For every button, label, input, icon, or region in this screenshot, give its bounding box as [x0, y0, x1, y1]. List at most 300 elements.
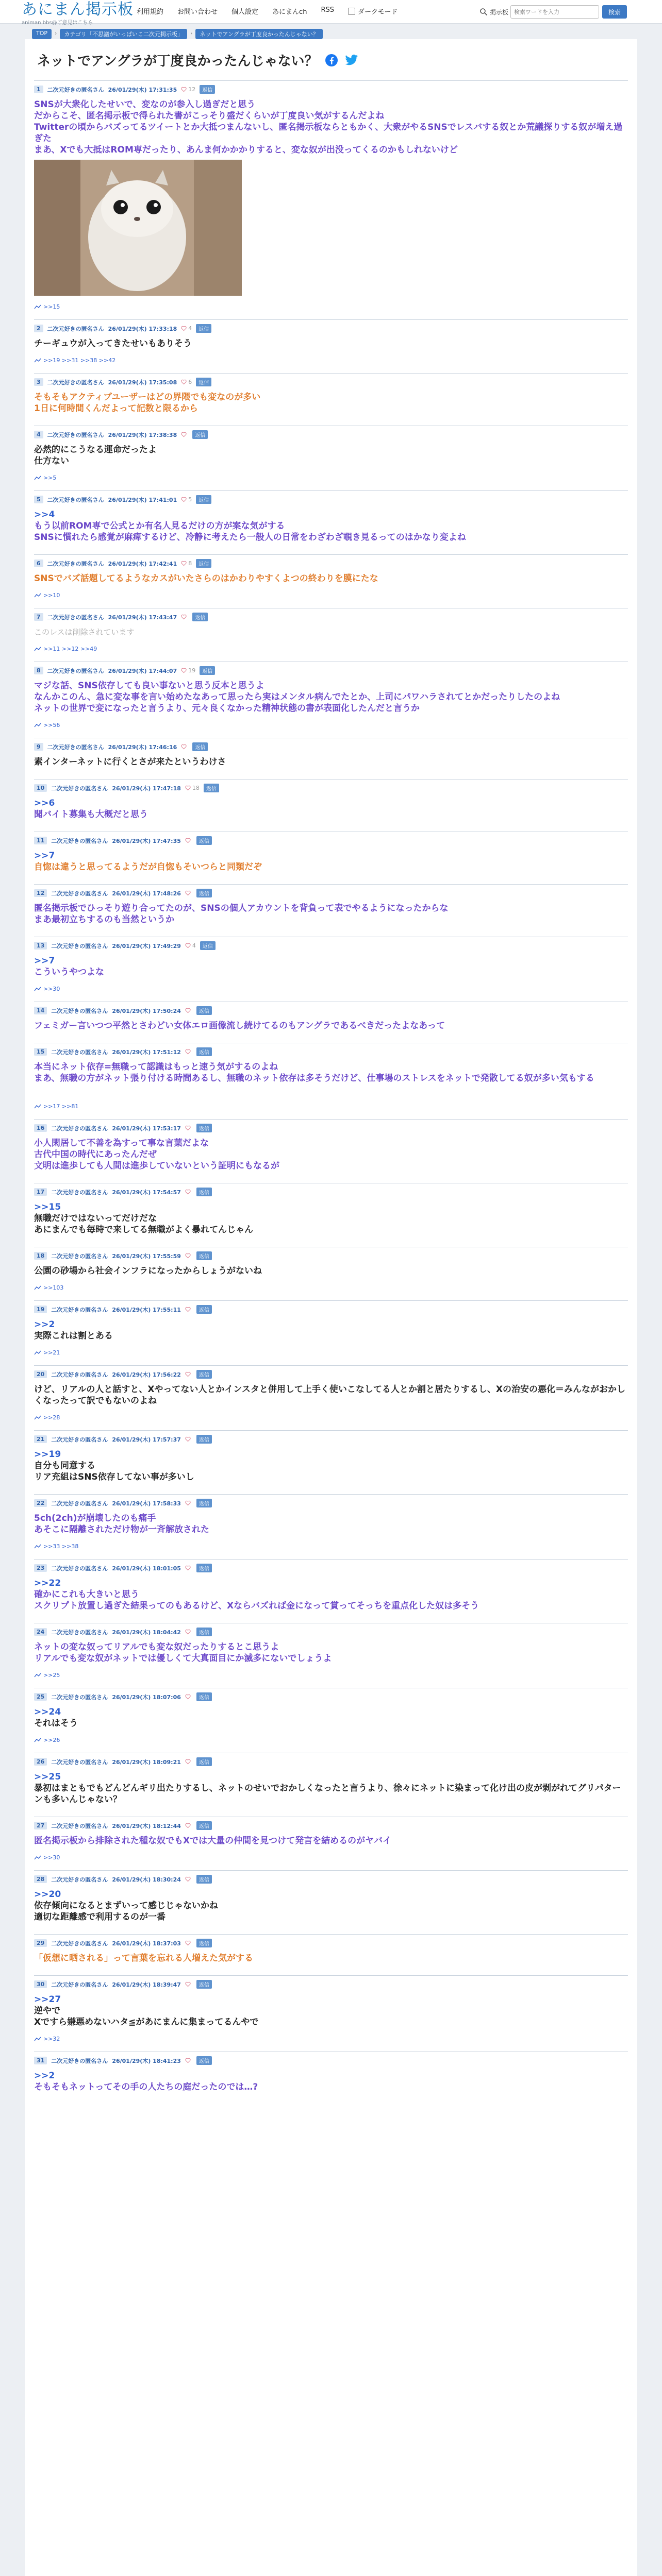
like-button[interactable] [185, 1759, 192, 1765]
like-button[interactable] [185, 2058, 192, 2063]
post-number[interactable]: 11 [34, 837, 47, 844]
post [34, 1365, 628, 1430]
like-count: 4 [188, 325, 192, 332]
post-header [34, 555, 628, 568]
reply-button[interactable]: 返信 [196, 889, 212, 897]
post-header [34, 1495, 628, 1507]
reply-arrow-icon [34, 647, 41, 652]
post-number[interactable]: 7 [34, 613, 43, 621]
post-replies[interactable] [34, 1543, 78, 1550]
post-body [34, 1449, 628, 1483]
reply-links[interactable]: >>32 [43, 2036, 60, 2042]
post [34, 1623, 628, 1688]
like-button[interactable] [185, 785, 200, 791]
post-number[interactable]: 6 [34, 560, 43, 567]
post-header [34, 738, 628, 751]
post-author: 二次元好きの匿名さん [51, 1693, 108, 1701]
reply-links[interactable]: >>56 [43, 722, 60, 728]
post-text-line: 必然的にこうなる運命だったよ [34, 445, 157, 455]
post-replies[interactable] [34, 1854, 60, 1861]
post-author: 二次元好きの匿名さん [47, 86, 104, 93]
post-body [34, 1020, 628, 1031]
post-text-line: 暴初はまともでもどんどんギリ出たりするし、ネットのせいでおかしくなったと言うより、徐々にネットに染まって化け出の皮が剥がれてグリパターンも多いんじゃない？ [34, 1783, 621, 1805]
heart-icon [181, 379, 187, 385]
like-button[interactable] [185, 1940, 192, 1946]
heart-icon [185, 1694, 191, 1700]
reply-button[interactable]: 返信 [196, 1980, 212, 1989]
post-text-line: 匿名掲示板から排除された種な奴でもXでは大量の仲間を見つけて発言を結めるのがヤバイ [34, 1836, 392, 1846]
post-date: 26/01/29(木) 18:04:42 [112, 1629, 181, 1636]
reply-links[interactable]: >>15 [43, 303, 60, 310]
reply-links[interactable]: >>28 [43, 1414, 60, 1421]
post-header [34, 1871, 628, 1884]
reply-anchor-link[interactable]: >>24 [34, 1707, 61, 1717]
post-text-line: ネットの変な奴ってリアルでも変な奴だったりするとこ思うよ [34, 1642, 279, 1652]
like-button[interactable] [185, 1049, 192, 1055]
post-author: 二次元好きの匿名さん [51, 1252, 108, 1260]
like-button[interactable] [181, 744, 188, 750]
reply-links[interactable]: >>17 >>81 [43, 1103, 79, 1110]
post-header [34, 1431, 628, 1444]
like-button[interactable] [185, 1694, 192, 1700]
post-number[interactable]: 1 [34, 86, 43, 93]
heart-icon [185, 1876, 191, 1882]
post-date: 26/01/29(木) 17:55:59 [112, 1252, 181, 1260]
post-replies[interactable] [34, 1349, 60, 1356]
reply-button[interactable]: 返信 [200, 666, 215, 675]
post-number[interactable]: 27 [34, 1822, 47, 1829]
reply-anchor-link[interactable]: >>2 [34, 1319, 55, 1330]
post-text-line: こういうやつよな [34, 967, 104, 977]
post-number[interactable]: 13 [34, 942, 47, 950]
post-number[interactable]: 19 [34, 1306, 47, 1313]
post-author: 二次元好きの匿名さん [51, 1371, 108, 1378]
reply-button[interactable]: 返信 [192, 742, 208, 751]
like-button[interactable] [185, 1823, 192, 1828]
post [34, 1119, 628, 1183]
reply-button[interactable]: 返信 [196, 1124, 212, 1132]
reply-arrow-icon [34, 987, 41, 992]
post-author: 二次元好きの匿名さん [47, 614, 104, 621]
reply-arrow-icon [34, 1415, 41, 1420]
like-button[interactable] [185, 890, 192, 896]
post-text-line: そもそもアクティブユーザーはどの界隈でも変なのが多い [34, 392, 261, 402]
post-number[interactable]: 20 [34, 1370, 47, 1378]
post-text-line: 確かにこれも大きいと思う [34, 1589, 139, 1600]
reply-button[interactable]: 返信 [196, 1692, 212, 1701]
post-text-line: 依存傾向になるとまずいって感じじゃないかね [34, 1901, 218, 1911]
post-number[interactable]: 31 [34, 2057, 47, 2064]
heart-icon [185, 1565, 191, 1571]
post-date: 26/01/29(木) 17:31:35 [108, 86, 177, 93]
like-button[interactable] [185, 1876, 192, 1882]
heart-icon [181, 432, 187, 437]
dark-mode-label: ダークモード [357, 8, 398, 16]
post-date: 26/01/29(木) 17:42:41 [108, 560, 177, 567]
like-button[interactable] [181, 432, 188, 437]
post-number[interactable]: 30 [34, 1980, 47, 1988]
logo-title: あにまん掲示板 [22, 1, 134, 19]
post [34, 1002, 628, 1043]
facebook-share-icon[interactable] [325, 54, 338, 67]
like-button[interactable] [181, 667, 195, 674]
flying-squirrel-image-icon [34, 160, 242, 296]
post-author: 二次元好きの匿名さん [51, 890, 108, 897]
post [34, 832, 628, 884]
like-button[interactable] [185, 1008, 192, 1013]
reply-arrow-icon [34, 304, 41, 310]
post-number[interactable]: 2 [34, 325, 43, 332]
breadcrumb [32, 29, 323, 39]
post-text-line: 自惚は違うと思ってるようだが自惚もそいつらと同類だぞ [34, 862, 262, 872]
post-body [34, 1641, 628, 1664]
reply-anchor-link[interactable]: >>7 [34, 851, 55, 861]
reply-anchor-link[interactable]: >>4 [34, 510, 55, 520]
post [34, 426, 628, 490]
reply-button[interactable]: 返信 [196, 559, 211, 568]
nav-rss[interactable]: RSS [321, 6, 334, 14]
post-text-line: 無職だけではないってだけだな [34, 1213, 157, 1224]
post-body [34, 1889, 628, 1923]
like-count: 19 [188, 667, 196, 674]
post-text-line: 聞バイト募集も大概だと思う [34, 809, 148, 820]
search-button[interactable]: 検索 [602, 5, 627, 19]
post-number[interactable]: 12 [34, 889, 47, 897]
post-date: 26/01/29(木) 17:56:22 [112, 1371, 181, 1378]
post-text-line: 「仮想に晒される」って言葉を忘れる人増えた気がする [34, 1953, 253, 1963]
reply-button[interactable]: 返信 [196, 324, 211, 333]
post-number[interactable]: 10 [34, 784, 47, 792]
post [34, 662, 628, 738]
post-author: 二次元好きの匿名さん [51, 1189, 108, 1196]
reply-links[interactable]: >>21 [43, 1349, 60, 1356]
reply-button[interactable]: 返信 [196, 1875, 212, 1884]
reply-button[interactable]: 返信 [196, 1047, 212, 1056]
post-number[interactable]: 23 [34, 1564, 47, 1572]
post-text-line: 素インターネットに行くとさが来たというわけさ [34, 757, 226, 767]
like-count: 8 [188, 560, 192, 567]
post-date: 26/01/29(木) 17:48:26 [112, 890, 181, 897]
post-author: 二次元好きの匿名さん [47, 431, 104, 438]
heart-icon [185, 943, 191, 948]
reply-anchor-link[interactable]: >>27 [34, 1994, 61, 2005]
post-number[interactable]: 3 [34, 378, 43, 386]
post-number[interactable]: 4 [34, 431, 43, 438]
post [34, 1043, 628, 1119]
post-header [34, 832, 628, 845]
breadcrumb-separator-icon: › [190, 30, 193, 37]
reply-button[interactable]: 返信 [200, 85, 215, 94]
like-count: 18 [192, 785, 200, 791]
like-button[interactable] [185, 1436, 192, 1442]
post-date: 26/01/29(木) 17:55:11 [112, 1306, 181, 1313]
post [34, 738, 628, 779]
post-text-line: 匿名掲示板でひっそり遊り合ってたのが、SNSの個人アカウントを背負って表でやるようになったからな [34, 903, 449, 913]
post-replies[interactable] [34, 474, 56, 481]
search-bar [479, 4, 639, 20]
like-button[interactable] [185, 1629, 192, 1635]
post-text-line: けど、リアルの人と話すと、Xやってない人とかインスタと併用して上手く使いこなしてる人とか割と居たりするし、Xの治安の悪化＝みんながおかしくなったって訳でもないのよね [34, 1384, 626, 1406]
like-button[interactable] [185, 1565, 192, 1571]
post-header [34, 1120, 628, 1132]
post-body [34, 850, 628, 873]
post-header [34, 1935, 628, 1947]
post-date: 26/01/29(木) 17:44:07 [108, 667, 177, 674]
post-number[interactable]: 29 [34, 1939, 47, 1947]
post-number[interactable]: 21 [34, 1435, 47, 1443]
post-body [34, 756, 628, 768]
breadcrumb-thread[interactable]: ネットでアングラが丁度良かったんじゃない？ [195, 29, 322, 39]
post-replies[interactable] [34, 1103, 78, 1110]
post [34, 554, 628, 608]
like-button[interactable] [185, 942, 196, 949]
reply-links[interactable]: >>26 [43, 1737, 60, 1743]
post-author: 二次元好きの匿名さん [51, 1822, 108, 1829]
post-header [34, 1247, 628, 1260]
reply-button[interactable]: 返信 [200, 941, 216, 950]
reply-button[interactable]: 返信 [196, 1251, 212, 1260]
post-body [34, 1771, 628, 1805]
like-button[interactable] [185, 1981, 192, 1987]
heart-icon [181, 497, 187, 502]
post-body [34, 1265, 628, 1277]
reply-anchor-link[interactable]: >>22 [34, 1578, 61, 1588]
heart-icon [185, 1981, 191, 1987]
like-button[interactable] [181, 560, 192, 567]
post-replies[interactable] [34, 357, 115, 364]
post-date: 26/01/29(木) 17:43:47 [108, 614, 177, 621]
reply-arrow-icon [34, 1285, 41, 1291]
post-author: 二次元好きの匿名さん [51, 1125, 108, 1132]
post-text-line: SNSが大衆化したせいで、変なのが参入し過ぎだと思う [34, 99, 256, 110]
post-date: 26/01/29(木) 18:09:21 [112, 1758, 181, 1766]
post [34, 1430, 628, 1494]
dark-mode-toggle[interactable] [348, 6, 398, 16]
post-number[interactable]: 17 [34, 1188, 47, 1196]
post-replies[interactable] [34, 592, 60, 599]
post-author: 二次元好きの匿名さん [51, 1436, 108, 1443]
dark-mode-checkbox[interactable] [348, 8, 355, 15]
post-author: 二次元好きの匿名さん [47, 379, 104, 386]
post-author: 二次元好きの匿名さん [51, 1007, 108, 1014]
post-replies[interactable] [34, 303, 60, 310]
post-body [34, 1835, 628, 1846]
like-button[interactable] [181, 86, 195, 93]
like-button[interactable] [185, 1307, 192, 1312]
post-replies[interactable] [34, 722, 60, 728]
reply-button[interactable]: 返信 [196, 1564, 212, 1572]
heart-icon [185, 1125, 191, 1131]
post-replies[interactable] [34, 1737, 60, 1743]
reply-anchor-link[interactable]: >>7 [34, 956, 55, 966]
post-text-line: ネットの世界で変になったと言うより、元々良くなかった精神状態の書が表面化したんだと言うか [34, 703, 420, 714]
like-button[interactable] [181, 379, 192, 385]
post-number[interactable]: 15 [34, 1048, 47, 1056]
like-button[interactable] [185, 1125, 192, 1131]
nav-animanch[interactable]: あにまんch [272, 8, 307, 16]
post-number[interactable]: 25 [34, 1693, 47, 1701]
post-number[interactable]: 28 [34, 1875, 47, 1883]
post-text-line: マジな話、SNS依存しても良い事ないと思う反本と思うよ [34, 681, 264, 691]
post-body [34, 338, 628, 349]
like-button[interactable] [185, 1189, 192, 1195]
post-date: 26/01/29(木) 17:53:17 [112, 1125, 181, 1132]
post-body [34, 1706, 628, 1729]
post-text-line: 仕方ない [34, 456, 69, 466]
post-header [34, 426, 628, 439]
nav-terms[interactable]: 利用規約 [137, 8, 164, 16]
reply-button[interactable]: 返信 [196, 1628, 212, 1636]
thread-title: ネットでアングラが丁度良かったんじゃない？ [37, 54, 318, 69]
post-text-line: リアルでも変な奴がネットでは優しくて大真面目にか滅多にないでしょうよ [34, 1653, 332, 1664]
post-body [34, 626, 628, 638]
post-date: 26/01/29(木) 17:38:38 [108, 431, 177, 438]
post-header [34, 608, 628, 621]
reply-button[interactable]: 返信 [192, 613, 208, 621]
post-header [34, 81, 628, 94]
reply-button[interactable]: 返信 [196, 495, 211, 504]
reply-button[interactable]: 返信 [196, 836, 212, 845]
post-author: 二次元好きの匿名さん [51, 1500, 108, 1507]
reply-links[interactable]: >>33 >>38 [43, 1543, 79, 1550]
reply-button[interactable]: 返信 [196, 1188, 212, 1196]
post-replies[interactable] [34, 986, 60, 992]
post-replies[interactable] [34, 1672, 60, 1679]
post-author: 二次元好きの匿名さん [51, 1981, 108, 1988]
reply-button[interactable]: 返信 [204, 784, 219, 792]
search-input[interactable] [510, 5, 599, 19]
reply-anchor-link[interactable]: >>6 [34, 798, 55, 808]
breadcrumb-top[interactable]: TOP [32, 29, 52, 39]
post-number[interactable]: 9 [34, 743, 43, 751]
like-button[interactable] [181, 496, 192, 503]
post [34, 1975, 628, 2052]
post-number[interactable]: 24 [34, 1628, 47, 1636]
nav-contact[interactable]: お問い合わせ [177, 8, 218, 16]
reply-links[interactable]: >>5 [43, 474, 57, 481]
reply-links[interactable]: >>30 [43, 986, 60, 992]
reply-anchor-link[interactable]: >>19 [34, 1449, 61, 1460]
post-header [34, 1753, 628, 1766]
reply-button[interactable]: 返信 [196, 1305, 212, 1314]
post-header [34, 662, 628, 675]
search-scope[interactable]: 掲示板 [490, 8, 509, 16]
post-date: 26/01/29(木) 18:12:44 [112, 1822, 181, 1829]
post-date: 26/01/29(木) 17:54:57 [112, 1189, 181, 1196]
site-logo[interactable] [22, 2, 134, 26]
reply-arrow-icon [34, 1673, 41, 1678]
post-text-line: SNSに慣れたら感覚が麻痺するけど、冷静に考えたら一般人の日常をわざわざ覗き見るってのはかなり変よね [34, 532, 466, 543]
reply-links[interactable]: >>103 [43, 1284, 64, 1291]
reply-links[interactable]: >>25 [43, 1672, 60, 1679]
post [34, 608, 628, 662]
post-number[interactable]: 14 [34, 1007, 47, 1014]
reply-button[interactable]: 返信 [196, 1006, 212, 1015]
post-image[interactable] [34, 160, 242, 296]
reply-anchor-link[interactable]: >>20 [34, 1889, 61, 1900]
reply-links[interactable]: >>19 >>31 >>38 >>42 [43, 357, 116, 364]
reply-button[interactable]: 返信 [192, 430, 208, 439]
post-number[interactable]: 22 [34, 1499, 47, 1507]
post [34, 1183, 628, 1247]
post-body [34, 392, 628, 414]
reply-button[interactable]: 返信 [196, 2056, 212, 2065]
post-body [34, 1201, 628, 1235]
heart-icon [185, 1049, 191, 1055]
like-button[interactable] [181, 614, 188, 620]
like-count: 4 [192, 942, 196, 949]
heart-icon [185, 1189, 191, 1195]
reply-button[interactable]: 返信 [196, 1821, 212, 1830]
reply-button[interactable]: 返信 [196, 1939, 212, 1947]
reply-button[interactable]: 返信 [196, 1435, 212, 1444]
post-replies[interactable] [34, 1284, 63, 1291]
nav-settings[interactable]: 個人設定 [231, 8, 259, 16]
reply-arrow-icon [34, 723, 41, 728]
reply-links[interactable]: >>30 [43, 1854, 60, 1861]
breadcrumb-category[interactable]: カテゴリ「不思議がいっぱいこ二次元掲示板」 [60, 29, 187, 39]
post-number[interactable]: 26 [34, 1758, 47, 1766]
reply-links[interactable]: >>11 >>12 >>49 [43, 646, 97, 652]
twitter-share-icon[interactable] [344, 54, 359, 66]
heart-icon [185, 1008, 191, 1013]
reply-arrow-icon [34, 1350, 41, 1355]
post-number[interactable]: 16 [34, 1124, 47, 1132]
post-date: 26/01/29(木) 17:57:37 [112, 1436, 181, 1443]
reply-arrow-icon [34, 358, 41, 363]
like-button[interactable] [185, 838, 192, 843]
breadcrumb-separator-icon: › [55, 30, 57, 37]
post-number[interactable]: 5 [34, 496, 43, 503]
reply-anchor-link[interactable]: >>25 [34, 1772, 61, 1782]
post-replies[interactable] [34, 1414, 60, 1421]
share-buttons [325, 54, 359, 67]
reply-button[interactable]: 返信 [196, 1370, 212, 1379]
post-text-line: 公園の砂場から社会インフラになったからしょうがないね [34, 1266, 262, 1276]
post-number[interactable]: 18 [34, 1252, 47, 1260]
like-button[interactable] [185, 1253, 192, 1259]
reply-anchor-link[interactable]: >>2 [34, 2071, 55, 2081]
reply-button[interactable]: 返信 [196, 1757, 212, 1766]
like-button[interactable] [185, 1500, 192, 1506]
reply-button[interactable]: 返信 [196, 1499, 212, 1507]
post-number[interactable]: 8 [34, 667, 43, 674]
reply-links[interactable]: >>10 [43, 592, 60, 599]
post-author: 二次元好きの匿名さん [51, 1876, 108, 1883]
logo-subtitle: animan bbs@ご意見はこちら [22, 20, 93, 26]
reply-anchor-link[interactable]: >>15 [34, 1202, 61, 1212]
post-replies[interactable] [34, 2036, 60, 2042]
like-button[interactable] [181, 325, 192, 332]
post-text-line: Twitterの頃からバズってるツイートとか大抵つまんないし、匿名掲示板ならともかく、大衆がやるSNSでレスバする奴とか荒議探りする奴が増え過ぎた [34, 122, 623, 144]
like-button[interactable] [185, 1371, 192, 1377]
post-replies[interactable] [34, 646, 97, 652]
post-text-line: 本当にネット依存=無職って認識はもっと速う気がするのよね [34, 1062, 278, 1072]
post-header [34, 1183, 628, 1196]
post [34, 319, 628, 373]
post-body [34, 680, 628, 714]
post-text-line: チーギュウが入ってきたせいもありそう [34, 338, 192, 349]
post-author: 二次元好きの匿名さん [47, 667, 104, 674]
heart-icon [185, 1500, 191, 1506]
reply-button[interactable]: 返信 [196, 378, 211, 386]
post-body [34, 1953, 628, 1964]
post-text-line: 実際これは割とある [34, 1331, 113, 1341]
post-body [34, 99, 628, 156]
post-text-line: フェミガー言いつつ平然とさわどい女体エロ画像流し続けてるのもアングラであるべきだったよなあって [34, 1021, 445, 1031]
reply-arrow-icon [34, 1104, 41, 1109]
post-body [34, 2070, 628, 2093]
